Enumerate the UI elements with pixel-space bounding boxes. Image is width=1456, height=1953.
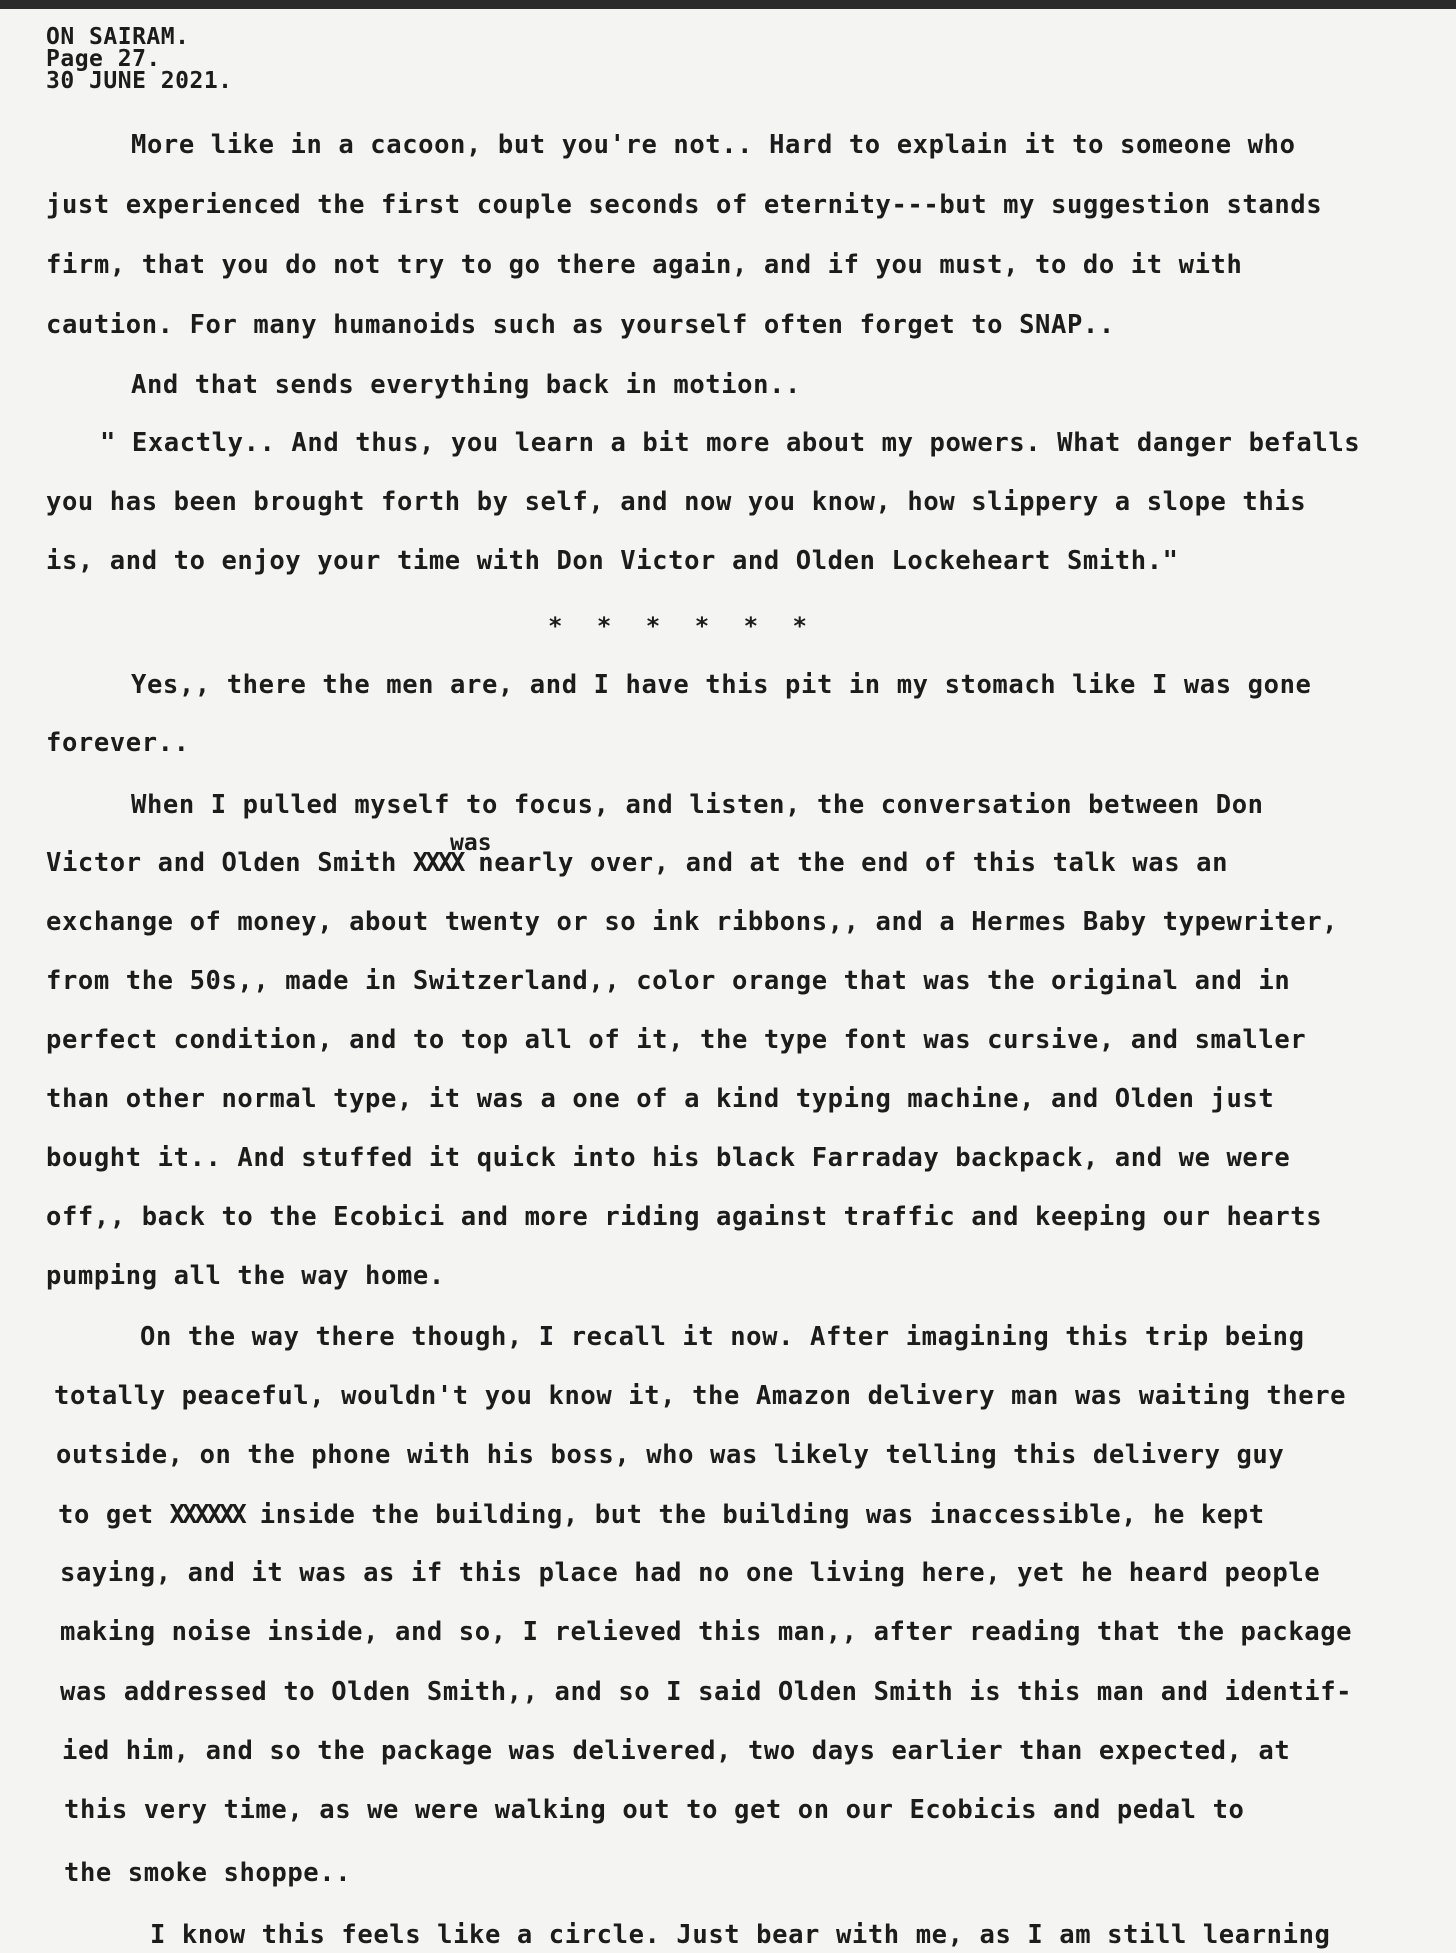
page-header (46, 26, 233, 92)
text-line: " Exactly.. And thus, you learn a bit more about my powers. What danger befalls (100, 428, 1361, 458)
text-line: caution. For many humanoids such as yourself often forget to SNAP.. (46, 310, 1115, 340)
text-line (58, 1500, 1265, 1530)
text-line: totally peaceful, wouldn't you know it, the Amazon delivery man was waiting there (54, 1381, 1347, 1411)
text-line (46, 848, 1228, 878)
header-date: 30 JUNE 2021. (46, 68, 233, 94)
section-separator: * * * * * * (548, 612, 817, 640)
text-line: saying, and it was as if this place had no one living here, yet he heard people (60, 1558, 1321, 1588)
struck-out-text: XXXX (412, 848, 463, 878)
struck-out-text: XXXXXX (169, 1500, 244, 1530)
text-line: is, and to enjoy your time with Don Victor and Olden Lockeheart Smith." (46, 546, 1179, 576)
text-line: was addressed to Olden Smith,, and so I said Olden Smith is this man and identif- (60, 1677, 1353, 1707)
text-line: just experienced the first couple seconds of eternity---but my suggestion stands (46, 190, 1323, 220)
text-line: perfect condition, and to top all of it, the type font was cursive, and smaller (46, 1025, 1307, 1055)
text-line: making noise inside, and so, I relieved this man,, after reading that the package (60, 1617, 1353, 1647)
text-line: When I pulled myself to focus, and listen, the conversation between Don (131, 790, 1264, 820)
text-segment: to get (58, 1500, 170, 1530)
text-line: exchange of money, about twenty or so ink ribbons,, and a Hermes Baby typewriter, (46, 907, 1339, 937)
text-segment: Victor and Olden Smith (46, 848, 413, 878)
text-line: outside, on the phone with his boss, who was likely telling this delivery guy (56, 1440, 1285, 1470)
text-line: firm, that you do not try to go there again, and if you must, to do it with (46, 250, 1243, 280)
text-line: the smoke shoppe.. (64, 1858, 352, 1888)
header-title: ON SAIRAM. (46, 24, 190, 50)
text-line: this very time, as we were walking out to get on our Ecobicis and pedal to (64, 1795, 1245, 1825)
text-line: More like in a cacoon, but you're not.. Hard to explain it to someone who (131, 130, 1296, 160)
text-line: On the way there though, I recall it now. After imagining this trip being (140, 1322, 1305, 1352)
text-line: bought it.. And stuffed it quick into his black Farraday backpack, and we were (46, 1143, 1291, 1173)
text-line: ied him, and so the package was delivered, two days earlier than expected, at (62, 1736, 1291, 1766)
text-line: pumping all the way home. (46, 1261, 445, 1291)
text-line: And that sends everything back in motion.. (131, 370, 801, 400)
text-line: than other normal type, it was a one of a kind typing machine, and Olden just (46, 1084, 1275, 1114)
header-page-number: Page 27. (46, 46, 161, 72)
text-line: Yes,, there the men are, and I have this pit in my stomach like I was gone (131, 670, 1312, 700)
text-segment: nearly over, and at the end of this talk was an (462, 848, 1229, 878)
text-line: you has been brought forth by self, and now you know, how slippery a slope this (46, 487, 1307, 517)
text-line: I know this feels like a circle. Just bear with me, as I am still learning (150, 1920, 1331, 1950)
text-line: off,, back to the Ecobici and more riding against traffic and keeping our hearts (46, 1202, 1323, 1232)
handwritten-insert: was (450, 830, 492, 856)
text-line: from the 50s,, made in Switzerland,, color orange that was the original and in (46, 966, 1291, 996)
text-line: forever.. (46, 728, 190, 758)
text-segment: inside the building, but the building was inaccessible, he kept (243, 1500, 1265, 1530)
